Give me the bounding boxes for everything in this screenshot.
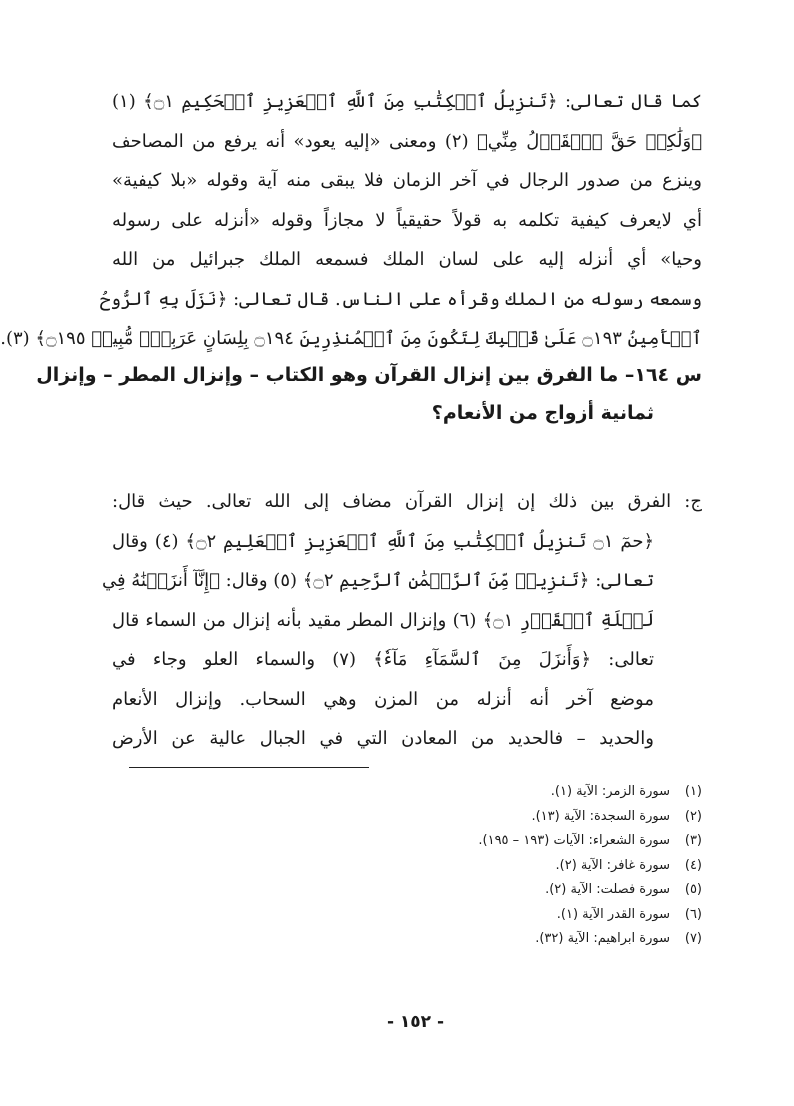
footnote-item <box>112 854 702 879</box>
intro-paragraph <box>0 82 702 359</box>
footnote-number: (٥) <box>684 882 702 897</box>
question-line: ثمانية أزواج من الأنعام؟ <box>431 402 654 424</box>
text-line: موضع آخر أنه أنزله من المزن وهي السحاب. وإنزال الأنعام <box>112 688 654 710</box>
footnote-text: سورة الشعراء: الآيات (١٩٣ – ١٩٥). <box>478 833 670 848</box>
footnote-text: سورة الزمر: الآية (١). <box>550 784 670 799</box>
footnote-number: (٢) <box>684 808 702 824</box>
answer-paragraph <box>101 482 702 759</box>
text-line: وينزع من صدور الرجال في آخر الزمان فلا يبقى منه آية وقوله «بلا كيفية» <box>112 170 702 191</box>
footnote-number: (٦) <box>684 906 702 922</box>
footnote-number: (٣) <box>684 833 702 848</box>
footnote-number: (١) <box>684 784 702 799</box>
footnote-item <box>112 927 702 952</box>
footnote-divider <box>129 767 369 768</box>
text-line: أي لايعرف كيفية تكلمه به قولاً حقيقياً لا مجازاً وقوله «أنزله على رسوله <box>112 209 702 231</box>
text-line: وسمعه رسوله من الملك وقرأه على الناس. قال تعالى: ﴿نَزَلَ بِهِ ٱلرُّوحُ <box>99 288 702 310</box>
footnote-text: سورة السجدة: الآية (١٣). <box>531 808 670 824</box>
footnote-text: سورة ابراهيم: الآية (٣٢). <box>535 931 670 946</box>
footnote-item <box>112 780 702 805</box>
question-heading <box>36 356 702 432</box>
footnote-text: سورة غافر: الآية (٢). <box>555 857 670 873</box>
footnote-number: (٧) <box>684 931 702 946</box>
footnotes-list <box>112 780 702 952</box>
text-line: لَيۡلَةِ ٱلۡقَدۡرِ ۝١﴾ (٦) وإنزال المطر مقيد بأنه إنزال من السماء قال <box>112 609 654 631</box>
footnote-number: (٤) <box>684 857 702 873</box>
text-line: ج: الفرق بين ذلك إن إنزال القرآن مضاف إلى الله تعالى. حيث قال: <box>112 491 702 512</box>
text-line: والحديد – فالحديد من المعادن التي في الجبال عالية عن الأرض <box>112 728 654 749</box>
text-line: وحيا» أي أنزله إليه على لسان الملك فسمعه الملك جبرائيل من الله <box>112 249 702 270</box>
text-line: كما قال تعالى: ﴿تَنزِيلُ ٱلۡكِتَٰبِ مِنَ ٱللَّهِ ٱلۡعَزِيزِ ٱلۡحَكِيمِ ۝١﴾ (١) <box>112 91 702 112</box>
footnote-item <box>112 829 702 854</box>
question-line: س ١٦٤– ما الفرق بين إنزال القرآن وهو الكتاب – وإنزال المطر – وإنزال <box>36 364 702 386</box>
text-line: تعالى: ﴿تَنزِيلٞ مِّنَ ٱلرَّحۡمَٰنِ ٱلرَّحِيمِ ۝٢﴾ (٥) وقال: ﴿إِنَّآ أَنزَلۡنَٰهُ فِي <box>101 570 654 591</box>
footnote-text: سورة فصلت: الآية (٢). <box>545 882 670 897</box>
footnote-item <box>112 878 702 903</box>
text-line: ﴿وَلَٰكِنۡ حَقَّ ٱلۡقَوۡلُ مِنِّي﴾ (٢) ومعنى «إليه يعود» أنه يرفع من المصاحف <box>112 130 702 152</box>
page-number: - ١٥٢ - <box>386 1012 445 1032</box>
text-line: ﴿حمٓ ۝١ تَنزِيلُ ٱلۡكِتَٰبِ مِنَ ٱللَّهِ ٱلۡعَزِيزِ ٱلۡعَلِيمِ ۝٢﴾ (٤) وقال <box>112 530 654 552</box>
text-line: تعالى: ﴿وَأَنزَلَ مِنَ ٱلسَّمَآءِ مَآءٗ﴾ (٧) والسماء العلو وجاء في <box>112 649 654 670</box>
footnote-item <box>112 805 702 830</box>
text-line: ٱلۡأَمِينُ ۝١٩٣ عَلَىٰ قَلۡبِكَ لِتَكُونَ مِنَ ٱلۡمُنذِرِينَ ۝١٩٤ بِلِسَانٍ عَرَبِيّٖ مُّبِينٖ ۝١٩٥﴾ (٣). <box>0 328 702 349</box>
footnote-text: سورة القدر الآية (١). <box>556 906 670 922</box>
footnote-item <box>112 903 702 928</box>
